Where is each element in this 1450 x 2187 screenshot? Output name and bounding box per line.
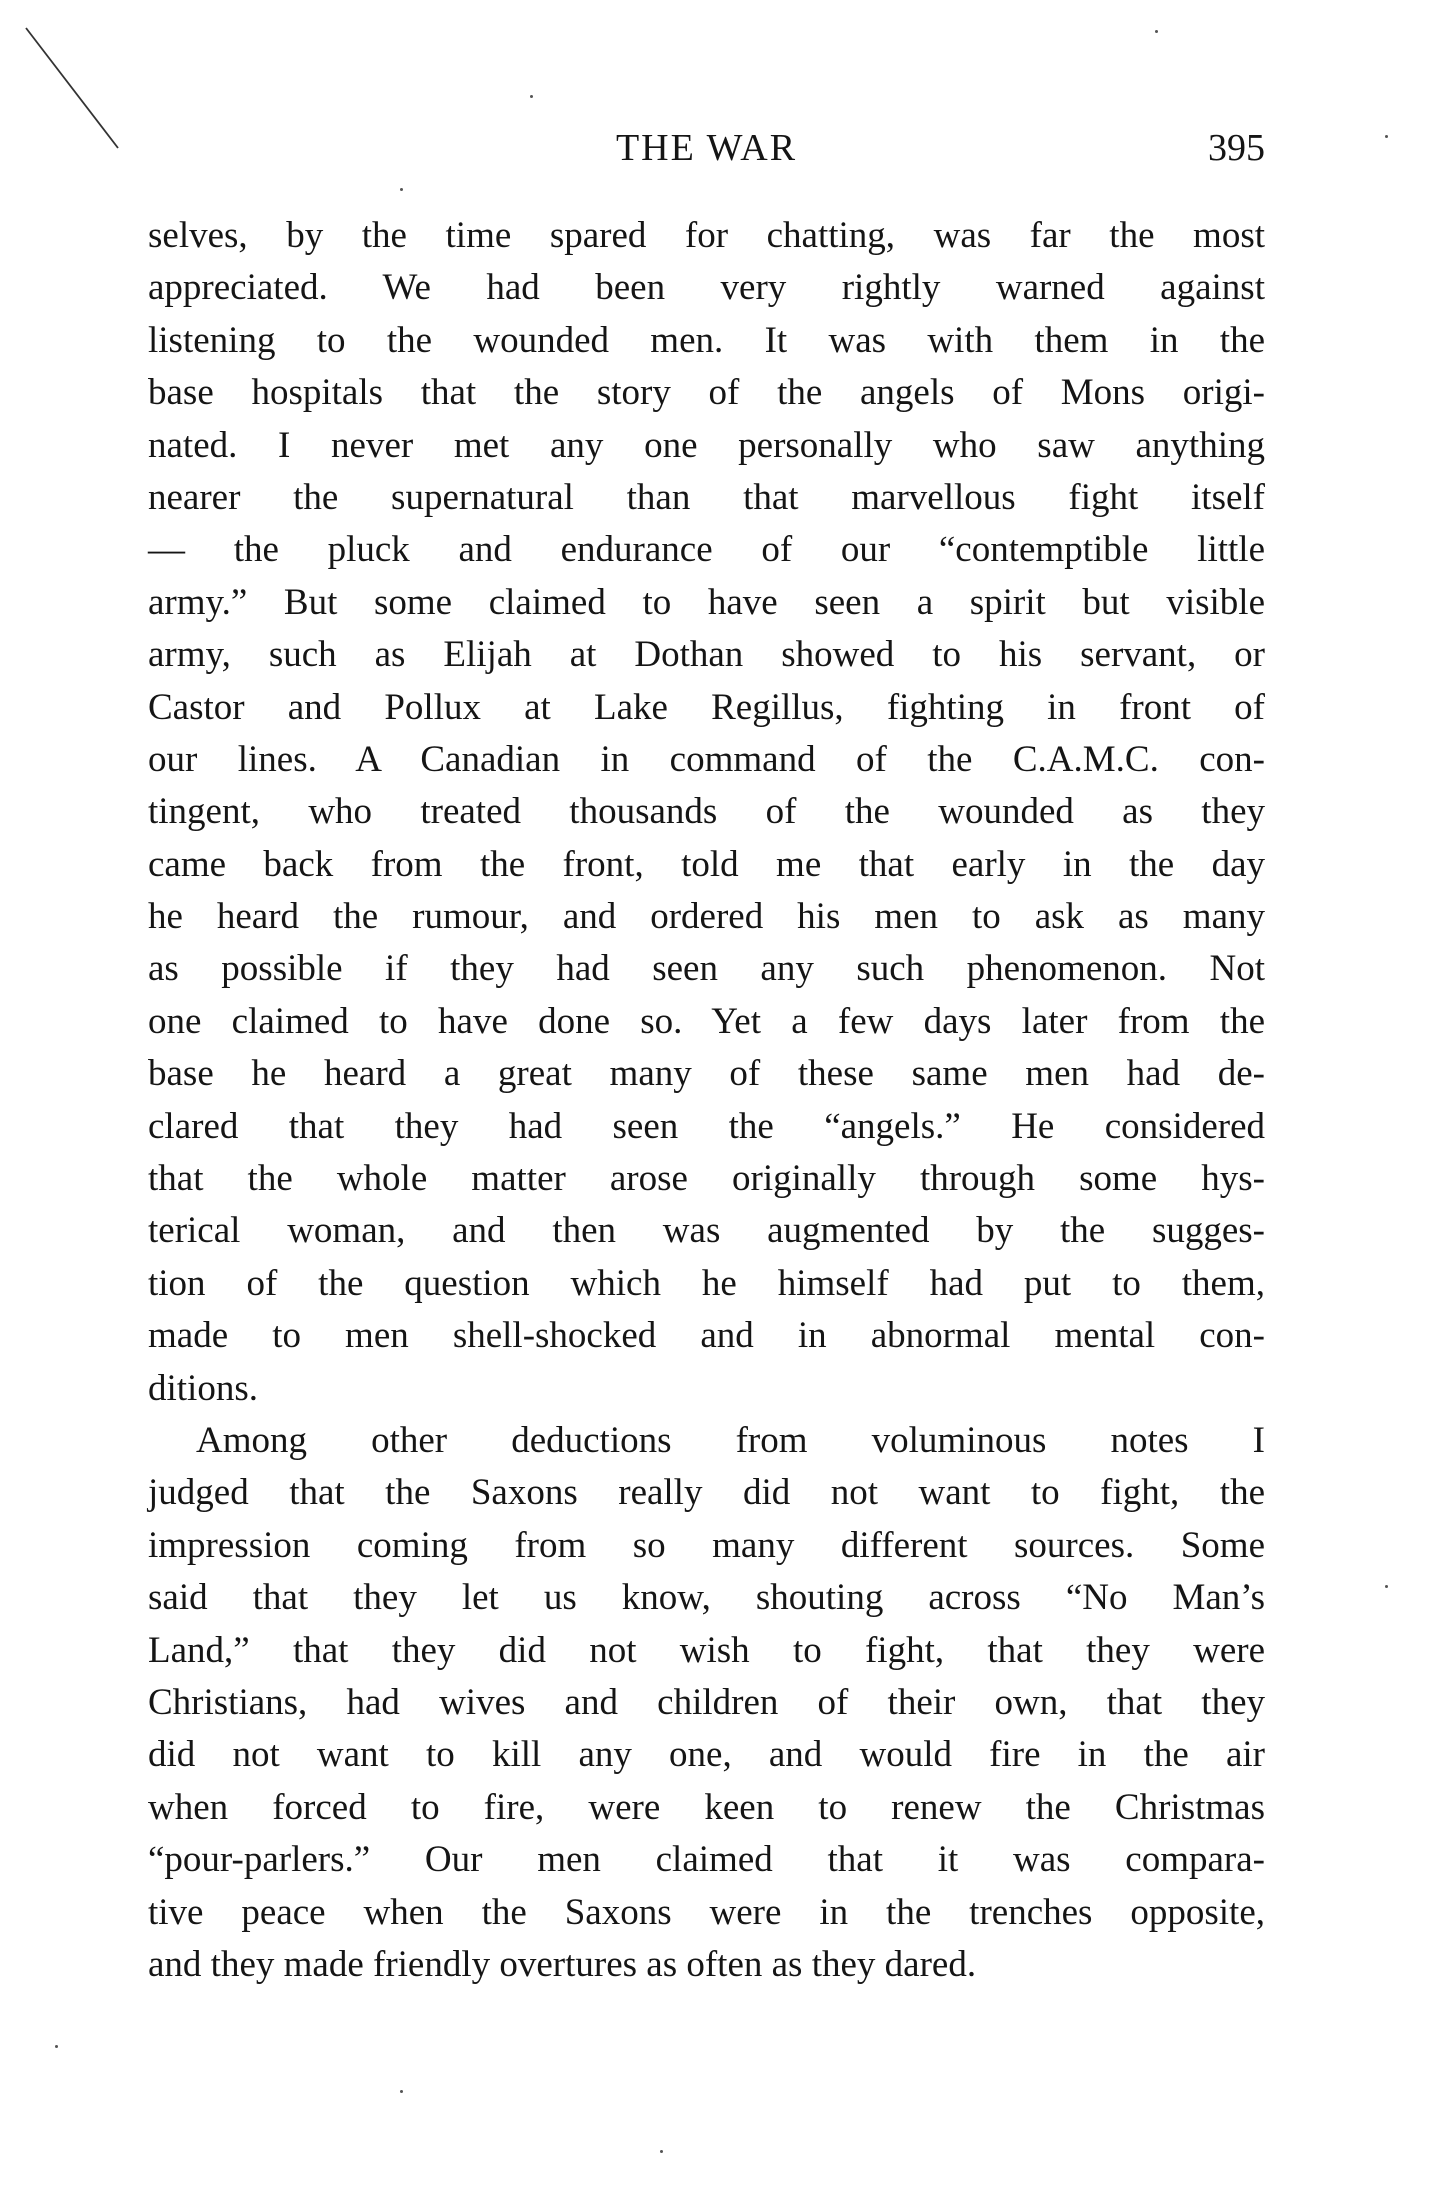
text-line: one claimed to have done so. Yet a few days later from the [148, 1000, 1265, 1042]
text-line: that the whole matter arose originally through some hys- [148, 1158, 1265, 1200]
text-line: appreciated. We had been very rightly warned against [148, 267, 1265, 309]
text-line: Castor and Pollux at Lake Regillus, fighting in front of [148, 686, 1265, 728]
text-line: ditions. [148, 1367, 258, 1409]
paper-speck [400, 2090, 403, 2093]
paper-speck [1155, 30, 1158, 33]
paper-speck [530, 95, 533, 98]
text-line: listening to the wounded men. It was with them in the [148, 319, 1265, 361]
running-header [148, 118, 1265, 178]
text-line: terical woman, and then was augmented by the sugges- [148, 1210, 1265, 1252]
text-line: tion of the question which he himself had put to them, [148, 1262, 1265, 1304]
text-line: army, such as Elijah at Dothan showed to his servant, or [148, 634, 1265, 676]
text-line: our lines. A Canadian in command of the C.A.M.C. con- [148, 738, 1265, 780]
paper-speck [1385, 1585, 1388, 1588]
body-text [148, 210, 1265, 1991]
text-line: when forced to fire, were keen to renew the Christmas [148, 1786, 1265, 1828]
text-line: did not want to kill any one, and would fire in the air [148, 1734, 1265, 1776]
text-line: judged that the Saxons really did not want to fight, the [148, 1472, 1265, 1514]
text-line: Christians, had wives and children of their own, that they [148, 1681, 1265, 1723]
text-line: nated. I never met any one personally who saw anything [148, 424, 1265, 466]
running-title: THE WAR [615, 127, 798, 169]
text-line: base he heard a great many of these same men had de- [148, 1053, 1265, 1095]
text-line: selves, by the time spared for chatting, was far the most [148, 215, 1265, 256]
paper-speck [400, 188, 403, 191]
text-line: tive peace when the Saxons were in the trenches opposite, [148, 1891, 1265, 1933]
text-line: Land,” that they did not wish to fight, that they were [148, 1629, 1265, 1671]
text-line: Among other deductions from voluminous notes I [196, 1419, 1265, 1461]
text-line: made to men shell-shocked and in abnormal mental con- [148, 1315, 1265, 1357]
text-line: came back from the front, told me that early in the day [148, 843, 1265, 885]
paragraph [148, 210, 1265, 1415]
paper-speck [55, 2045, 58, 2048]
text-line: clared that they had seen the “angels.” He considered [148, 1105, 1265, 1147]
text-line: said that they let us know, shouting across “No Man’s [148, 1577, 1265, 1619]
text-line: and they made friendly overtures as often as they dared. [148, 1943, 977, 1985]
pencil-stroke-mark [0, 0, 140, 160]
text-line: he heard the rumour, and ordered his men to ask as many [148, 896, 1265, 938]
paper-speck [1385, 135, 1388, 138]
page-number: 395 [1208, 127, 1265, 169]
text-line: base hospitals that the story of the angels of Mons origi- [148, 372, 1265, 414]
text-line: impression coming from so many different sources. Some [148, 1524, 1265, 1566]
text-line: tingent, who treated thousands of the wounded as they [148, 791, 1265, 833]
text-line: as possible if they had seen any such phenomenon. Not [148, 948, 1265, 990]
text-line: “pour-parlers.” Our men claimed that it was compara- [148, 1839, 1265, 1881]
paragraph [148, 1415, 1265, 1991]
text-line: — the pluck and endurance of our “contemptible little [148, 529, 1265, 571]
text-line: nearer the supernatural than that marvellous fight itself [148, 476, 1265, 518]
paper-speck [660, 2150, 663, 2153]
text-line: army.” But some claimed to have seen a spirit but visible [148, 581, 1265, 623]
